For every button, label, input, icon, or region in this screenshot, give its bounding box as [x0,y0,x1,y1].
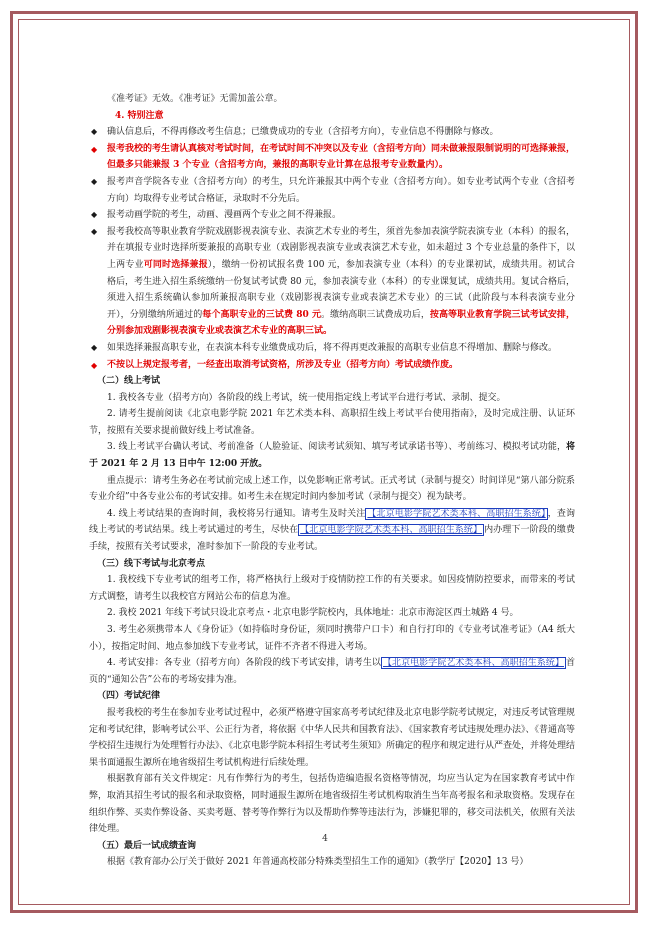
section-title-score-query: （五）最后一试成绩查询 [97,840,197,851]
paragraph: 根据《教育部办公厅关于做好 2021 年普通高校部分特殊类型招生工作的通知》（教学厅【2020】13 号） [107,857,529,868]
text: 。缴纳高职三试费成功后， [321,309,430,320]
text: ），缴纳一份初试报名费 100 元，参加表演专业（本科）的专业课初试，成绩共用。初试合格后，考生进入招生系统缴纳一份复试考试费 80 元，参加表演专业（本科）的专业课复试，成绩共用。复试合格后，须进入招生系统确认参加所兼报高职专业（戏剧影视表演专业或表演艺术专业）的三试（此阶段与本科表演专业分开），分别缴纳所通过的 [107,259,575,320]
bullet-item: ◆ 报考动画学院的考生，动画、漫画两个专业之间不得兼报。 [89,207,575,224]
bullet-item-red: ◆ 不按以上规定报考者，一经查出取消考试资格，所涉及专业（招考方向）考试成绩作废。 [89,357,575,374]
paragraph: 根据教育部有关文件规定：凡有作弊行为的考生，包括伪造编造报名资格等情况，均应当认定为在国家教育考试中作弊，取消其招生考试的报名和录取资格，同时通报生源所在地省级招生考试机构取消生当年高考报名和录取资格。发现存在组织作弊、买卖作弊设备、买卖考题、替考等作弊行为以及帮助作弊等违法行为，涉嫌犯罪的，移交司法机关，依照有关法律处理。 [89,774,576,835]
text: ，查询线上考试的考试结果。线上考试通过的考生，尽快在 [89,508,575,536]
paragraph: 《准考证》无效。《准考证》无需加盖公章。 [107,94,283,104]
paragraph: 2. 请考生提前阅读《北京电影学院 2021 年艺术类本科、高职招生线上考试平台使用指南》，及时完成注册、认证环节，按照有关要求提前做好线上考试准备。 [89,409,575,436]
highlight-text: 每个高职专业的三试费 80 元 [202,309,322,320]
bullet-item [89,224,575,340]
highlight-text: 按高等职业教育学院三试考试安排，分别参加戏剧影视表演专业或表演艺术专业的高职三试。 [107,309,575,337]
text: 首页的“通知公告”公布的考场安排为准。 [89,658,575,685]
highlight-text: 可同时选择兼报 [143,259,208,270]
document-body [89,91,575,871]
text: 内办理下一阶段的缴费手续，按照有关考试要求，准时参加下一阶段的专业考试。 [89,525,575,553]
paragraph [89,655,575,688]
page-number: 4 [322,834,328,844]
paragraph: 报考我校的考生在参加专业考试过程中，必须严格遵守国家高考考试纪律及北京电影学院考试规定，对违反考试管理规定和考试纪律，影响考试公平、公正行为者，将依据《中华人民共和国教育法》、《国家教育考试违规处理办法》、《普通高等学校招生违规行为处理暂行办法》、《北京电影学院本科招生考试考生须知》所确定的程序和规定进行从严查处，并将处理结果书面通报生源所在地省级招生考试机构进行后续处理。 [89,707,576,768]
section-title-exam-discipline: （四）考试纪律 [97,691,161,702]
paragraph: 2. 我校 2021 年线下考试只设北京考点・北京电影学院校内，具体地址：北京市海淀区西土城路 4 号。 [107,608,519,619]
bullet-item: ◆ 如果选择兼报高职专业，在表演本科专业缴费成功后，将不得再更改兼报的高职专业信息不得增加、删除与修改。 [89,340,575,357]
paragraph [89,506,575,556]
section-title-offline-exam: （三）线下考试与北京考点 [97,558,206,569]
paragraph [89,439,575,472]
heading-special-notice: 4. 特别注意 [115,110,164,121]
paragraph: 1. 我校线下专业考试的组考工作，将严格执行上级对于疫情防控工作的有关要求。如因疫情防控要求，而带来的考试方式调整，请考生以我校官方网站公布的信息为准。 [89,575,575,602]
paragraph: 1. 我校各专业（招考方向）各阶段的线上考试，统一使用指定线上考试平台进行考试、录制、提交。 [107,392,506,403]
text: 3. 线上考试平台确认考试、考前准备（人脸验证、阅读考试须知、填写考试承诺书等）、考前练习、模拟考试功能， [107,442,566,453]
admission-system-link[interactable]: 【北京电影学院艺术类本科、高职招生系统】 [382,658,564,669]
bullet-item-red: ◆ 报考我校的考生请认真核对考试时间，在考试时间不冲突以及专业（含招考方向）同未做兼报限制说明的可选择兼报，但最多只能兼报 3 个专业（含招考方向，兼报的高职专业计算在总报考专业数量内）。 [89,141,575,174]
paragraph: 3. 考生必须携带本人《身份证》（如持临时身份证，须同时携带户口卡）和自行打印的《专业考试准考证》（A4 纸大小），按指定时间、地点参加线下专业考试，证件不齐者不得进入考场。 [89,625,575,652]
admission-system-link[interactable]: 【北京电影学院艺术类本科、高职招生系统】 [300,525,483,536]
text: 报考我校高等职业教育学院戏剧影视表演专业、表演艺术专业的考生，须首先参加表演学院表演专业（本科）的报名，并在填报专业时选择所要兼报的高职专业（戏剧影视表演专业或表演艺术专业，如未超过 3 个专业总量的条件下，以上两专业 [107,226,576,270]
section-title-online-exam: （二）线上考试 [97,376,161,387]
bullet-item: ◆ 确认信息后，不得再修改考生信息；已缴费成功的专业（含招考方向），专业信息不得删除与修改。 [89,124,575,141]
text: 4. 考试安排：各专业（招考方向）各阶段的线下考试安排，请考生以 [107,658,381,669]
bold-text: 将于 2021 年 2 月 13 日中午 12:00 开放。 [89,442,575,470]
paragraph: 重点提示：请考生务必在考试前完成上述工作，以免影响正常考试。正式考试（录制与提交）时间详见“第八部分院系专业介绍”中各专业公布的考试安排。如考生未在规定时间内参加考试（录制与提交）视为缺考。 [89,475,575,503]
text: 4. 线上考试结果的查询时间，我校将另行通知。请考生及时关注 [107,508,366,519]
bullet-item: ◆ 报考声音学院各专业（含招考方向）的考生，只允许兼报其中两个专业（含招考方向）。如专业考试两个专业（含招考方向）均取得专业考试合格证，录取时不分先后。 [89,174,575,207]
admission-system-link[interactable]: 【北京电影学院艺术类本科、高职招生系统】 [367,508,546,519]
